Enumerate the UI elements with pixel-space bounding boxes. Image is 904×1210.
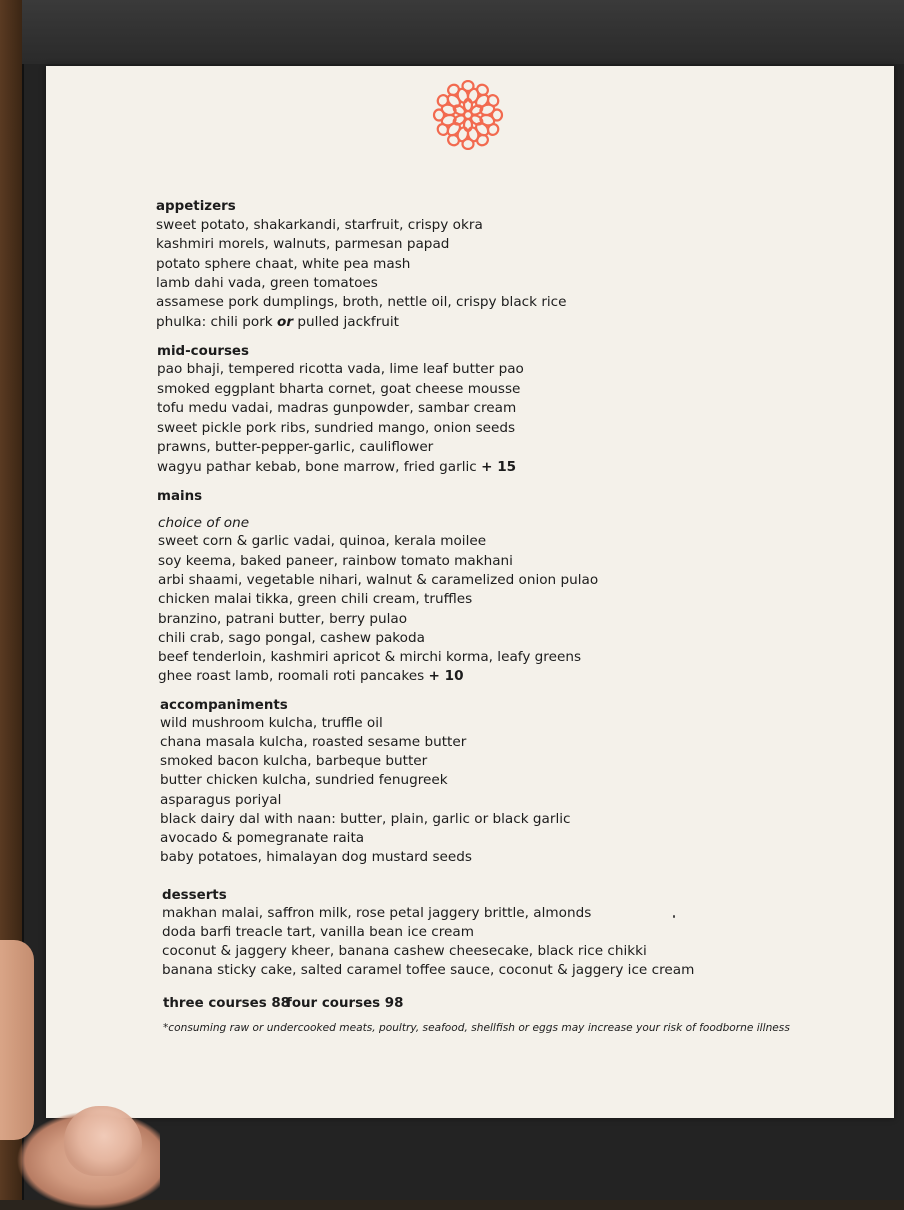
- phulka-or: or: [276, 314, 294, 330]
- appetizer-item: potato sphere chaat, white pea mash: [156, 256, 411, 272]
- main-item: arbi shaami, vegetable nihari, walnut & caramelized onion pulao: [158, 572, 599, 588]
- mains-note: choice of one: [158, 515, 250, 531]
- dessert-item: doda barfi treacle tart, vanilla bean ice cream: [162, 924, 474, 940]
- dessert-item: banana sticky cake, salted caramel toffee sauce, coconut & jaggery ice cream: [162, 962, 695, 978]
- raw-food-disclaimer: *consuming raw or undercooked meats, poultry, seafood, shellfish or eggs may increase your risk of foodborne illness: [163, 1022, 790, 1034]
- accompaniments-heading: accompaniments: [160, 698, 288, 713]
- menu-cover-top-flap: [22, 0, 904, 64]
- flower-logo-icon: [432, 80, 504, 150]
- accompaniment-item: black dairy dal with naan: butter, plain, garlic or black garlic: [160, 811, 571, 827]
- lamb-item: ghee roast lamb, roomali roti pancakes: [158, 668, 429, 684]
- accompaniment-item: asparagus poriyal: [160, 792, 282, 808]
- dessert-item: coconut & jaggery kheer, banana cashew cheesecake, black rice chikki: [162, 943, 647, 959]
- wagyu-item: wagyu pathar kebab, bone marrow, fried garlic: [157, 459, 482, 475]
- mid-course-item: tofu medu vadai, madras gunpowder, sambar cream: [157, 400, 517, 416]
- desserts-heading: desserts: [162, 888, 227, 903]
- appetizer-item: sweet potato, shakarkandi, starfruit, crispy okra: [156, 217, 483, 233]
- appetizer-item: assamese pork dumplings, broth, nettle oil, crispy black rice: [156, 294, 567, 310]
- mid-course-item: smoked eggplant bharta cornet, goat cheese mousse: [157, 381, 521, 397]
- accompaniment-item: butter chicken kulcha, sundried fenugreek: [160, 772, 448, 788]
- main-item-ghee-roast-lamb: [158, 667, 464, 687]
- main-item: sweet corn & garlic vadai, quinoa, kerala moilee: [158, 533, 487, 549]
- accompaniment-item: chana masala kulcha, roasted sesame butter: [160, 734, 467, 750]
- appetizer-item: lamb dahi vada, green tomatoes: [156, 275, 378, 291]
- main-item: chicken malai tikka, green chili cream, truffles: [158, 591, 473, 607]
- price-three-courses: three courses 88: [163, 996, 290, 1011]
- main-item: beef tenderloin, kashmiri apricot & mirchi korma, leafy greens: [158, 649, 582, 665]
- main-item: soy keema, baked paneer, rainbow tomato makhani: [158, 553, 513, 569]
- accompaniment-item: avocado & pomegranate raita: [160, 830, 365, 846]
- appetizer-item-phulka: [156, 313, 399, 333]
- main-item: chili crab, sago pongal, cashew pakoda: [158, 630, 425, 646]
- lamb-surcharge: + 10: [428, 668, 464, 684]
- mid-courses-heading: mid-courses: [157, 344, 249, 359]
- appetizers-heading: appetizers: [156, 199, 236, 214]
- thumbnail: [64, 1106, 142, 1176]
- mains-heading: mains: [157, 489, 203, 504]
- phulka-lead: phulka: chili pork: [156, 314, 277, 330]
- mid-course-item: pao bhaji, tempered ricotta vada, lime leaf butter pao: [157, 361, 524, 377]
- main-item: branzino, patrani butter, berry pulao: [158, 611, 408, 627]
- mid-course-item: prawns, butter-pepper-garlic, cauliflower: [157, 439, 434, 455]
- accompaniment-item: baby potatoes, himalayan dog mustard seeds: [160, 849, 472, 865]
- accompaniment-item: smoked bacon kulcha, barbeque butter: [160, 753, 428, 769]
- appetizer-item: kashmiri morels, walnuts, parmesan papad: [156, 236, 450, 252]
- mid-course-item-wagyu: [157, 458, 516, 478]
- mid-course-item: sweet pickle pork ribs, sundried mango, onion seeds: [157, 420, 516, 436]
- accompaniment-item: wild mushroom kulcha, truffle oil: [160, 715, 383, 731]
- wagyu-surcharge: + 15: [481, 459, 517, 475]
- price-four-courses: four courses 98: [286, 996, 404, 1011]
- phulka-tail: pulled jackfruit: [293, 314, 400, 330]
- paper-speck: [673, 915, 675, 918]
- dessert-item: makhan malai, saffron milk, rose petal jaggery brittle, almonds: [162, 905, 592, 921]
